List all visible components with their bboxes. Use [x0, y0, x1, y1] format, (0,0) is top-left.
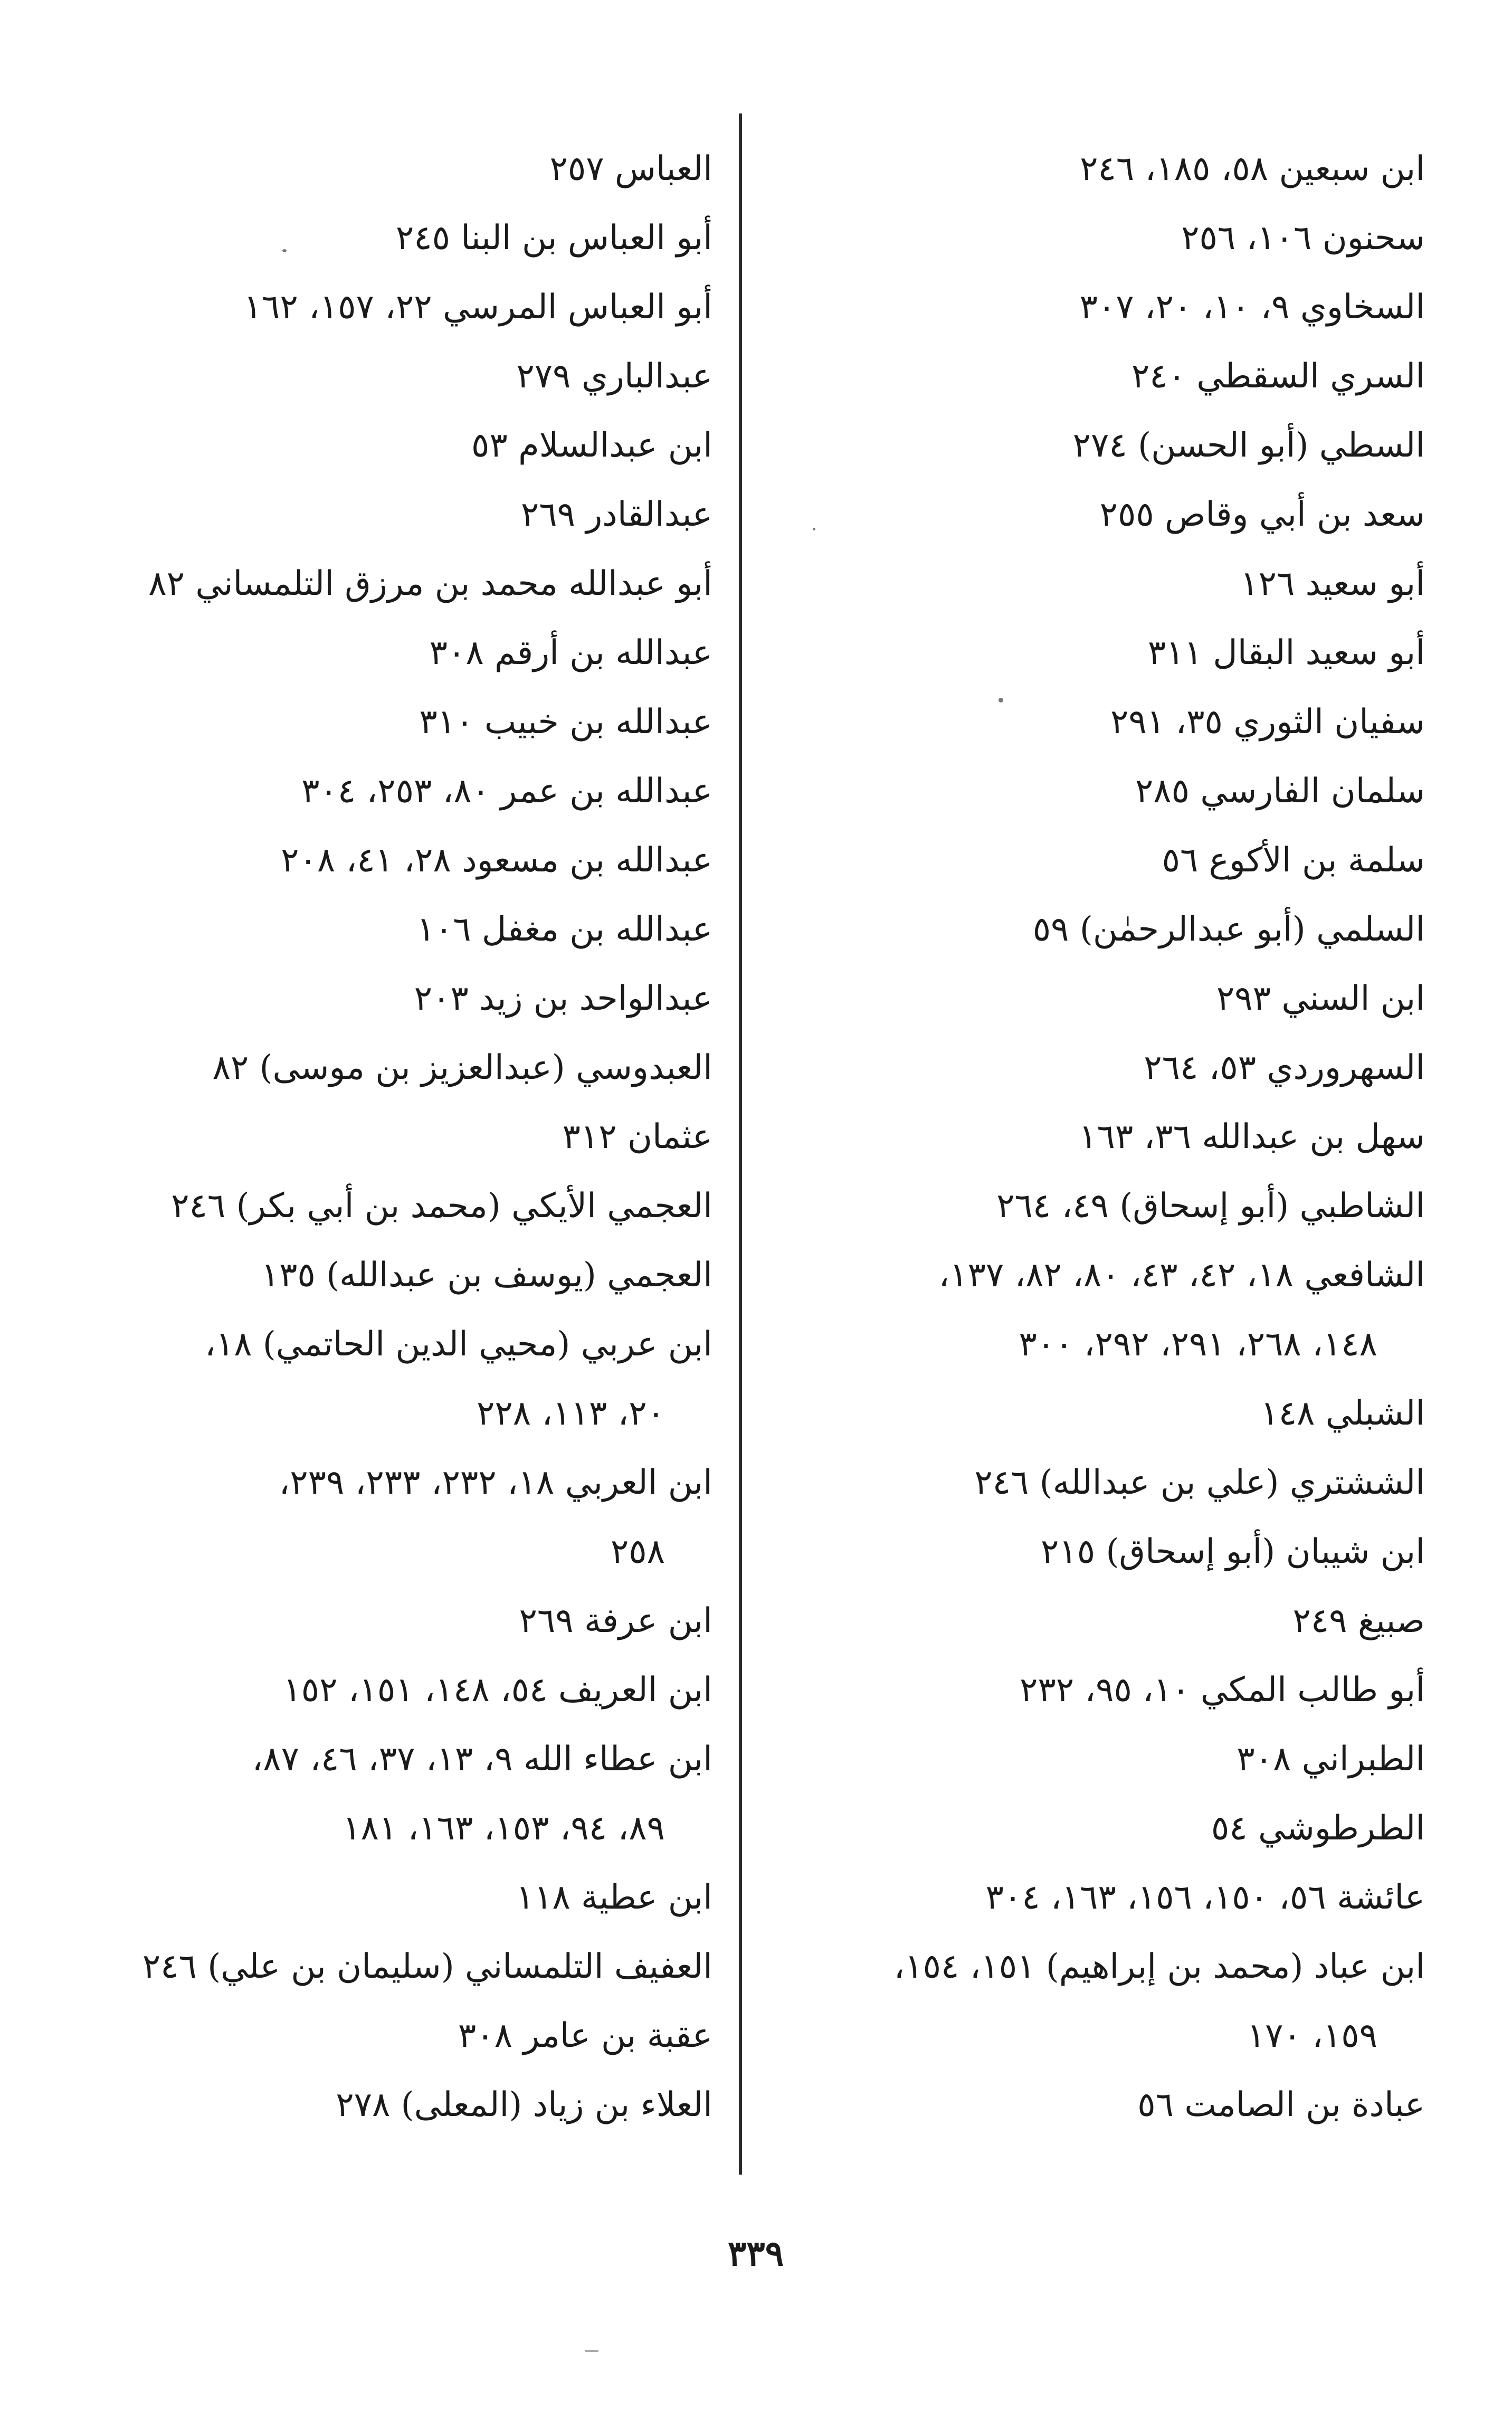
index-entry: السهروردي ٥٣، ٢٦٤: [1144, 1048, 1425, 1087]
index-entry: أبو العباس بن البنا ٢٤٥: [395, 219, 712, 258]
index-entry: ابن عطاء الله ٩، ١٣، ٣٧، ٤٦، ٨٧،: [252, 1740, 712, 1779]
index-entry: الشافعي ١٨، ٤٢، ٤٣، ٨٠، ٨٢، ١٣٧،: [938, 1256, 1425, 1295]
index-entry: السلمي (أبو عبدالرحمٰن) ٥٩: [1032, 910, 1425, 949]
index-entry: عبادة بن الصامت ٥٦: [1137, 2085, 1425, 2124]
index-entry: السطي (أبو الحسن) ٢٧٤: [1072, 426, 1425, 465]
index-entry: عبدالباري ٢٧٩: [516, 357, 712, 396]
index-column-right: [776, 135, 1425, 2140]
index-entry: سعد بن أبي وقاص ٢٥٥: [1099, 495, 1425, 534]
index-entry: ابن عطية ١١٨: [516, 1878, 712, 1917]
index-entry: السري السقطي ٢٤٠: [1131, 357, 1425, 396]
index-entry: أبو العباس المرسي ٢٢، ١٥٧، ١٦٢: [243, 288, 712, 327]
index-entry: ابن العريف ٥٤، ١٤٨، ١٥١، ١٥٢: [283, 1671, 712, 1710]
index-entry: سلمة بن الأكوع ٥٦: [1162, 841, 1425, 880]
index-entry: عبدالله بن مغفل ١٠٦: [416, 910, 712, 949]
index-entry: الششتري (علي بن عبدالله) ٢٤٦: [974, 1463, 1425, 1502]
index-entry: سهل بن عبدالله ٣٦، ١٦٣: [1079, 1117, 1425, 1156]
index-entry-continuation: ٢٠، ١١٣، ٢٢٨: [477, 1394, 665, 1433]
index-entry: العلاء بن زياد (المعلى) ٢٧٨: [336, 2085, 712, 2124]
index-entry: الطبراني ٣٠٨: [1237, 1740, 1425, 1779]
index-entry: العجمي (يوسف بن عبدالله) ١٣٥: [261, 1256, 712, 1295]
index-entry: عبدالقادر ٢٦٩: [520, 495, 712, 534]
index-entry: ابن عرفة ٢٦٩: [519, 1601, 712, 1640]
index-entry: عبدالله بن خبيب ٣١٠: [419, 703, 712, 742]
index-entry-continuation: ١٥٩، ١٧٠: [1247, 2016, 1377, 2055]
index-entry-continuation: ٢٥٨: [610, 1532, 665, 1571]
index-entry: صبيغ ٢٤٩: [1292, 1601, 1425, 1640]
index-entry: ابن العربي ١٨، ٢٣٢، ٢٣٣، ٢٣٩،: [279, 1463, 712, 1502]
index-entry: الطرطوشي ٥٤: [1211, 1809, 1425, 1848]
index-entry: أبو سعيد ١٢٦: [1240, 564, 1425, 603]
index-entry: العباس ٢٥٧: [549, 149, 712, 188]
scan-speck: [282, 249, 287, 252]
index-entry: ابن عربي (محيي الدين الحاتمي) ١٨،: [205, 1325, 712, 1364]
index-entry: أبو سعيد البقال ٣١١: [1147, 633, 1425, 672]
index-entry: سلمان الفارسي ٢٨٥: [1135, 772, 1425, 811]
index-entry: عبدالله بن أرقم ٣٠٨: [429, 633, 712, 672]
index-entry: العجمي الأيكي (محمد بن أبي بكر) ٢٤٦: [171, 1187, 712, 1226]
index-entry: الشاطبي (أبو إسحاق) ٤٩، ٢٦٤: [996, 1187, 1425, 1226]
index-entry: سفيان الثوري ٣٥، ٢٩١: [1110, 703, 1425, 742]
index-entry: العفيف التلمساني (سليمان بن علي) ٢٤٦: [142, 1947, 712, 1986]
index-entry: ابن سبعين ٥٨، ١٨٥، ٢٤٦: [1080, 149, 1425, 188]
index-entry: ابن السني ٢٩٣: [1216, 979, 1425, 1018]
index-entry: ابن شيبان (أبو إسحاق) ٢١٥: [1040, 1532, 1425, 1571]
index-entry: عبدالله بن مسعود ٢٨، ٤١، ٢٠٨: [281, 841, 712, 880]
index-entry: الشبلي ١٤٨: [1260, 1394, 1425, 1433]
index-entry: أبو طالب المكي ١٠، ٩٥، ٢٣٢: [1019, 1671, 1425, 1710]
index-entry: عبدالله بن عمر ٨٠، ٢٥٣، ٣٠٤: [301, 772, 712, 811]
index-entry: عبدالواحد بن زيد ٢٠٣: [414, 979, 712, 1018]
index-entry: العبدوسي (عبدالعزيز بن موسى) ٨٢: [212, 1048, 712, 1087]
index-entry: السخاوي ٩، ١٠، ٢٠، ٣٠٧: [1079, 288, 1425, 327]
index-entry: عثمان ٣١٢: [562, 1117, 712, 1156]
index-entry-continuation: ١٤٨، ٢٦٨، ٢٩١، ٢٩٢، ٣٠٠: [1019, 1325, 1377, 1364]
scan-speck: [813, 528, 815, 530]
index-entry: سحنون ١٠٦، ٢٥٦: [1181, 219, 1425, 258]
index-entry: عقبة بن عامر ٣٠٨: [458, 2016, 712, 2055]
index-entry: عائشة ٥٦، ١٥٠، ١٥٦، ١٦٣، ٣٠٤: [985, 1878, 1425, 1917]
scan-speck: [999, 698, 1003, 703]
index-entry: ابن عباد (محمد بن إبراهيم) ١٥١، ١٥٤،: [893, 1947, 1425, 1986]
column-divider: [739, 113, 742, 2175]
page-number: ٣٣٩: [727, 2233, 784, 2274]
index-entry: أبو عبدالله محمد بن مرزق التلمساني ٨٢: [148, 564, 712, 603]
index-column-left: [79, 135, 712, 2140]
index-entry-continuation: ٨٩، ٩٤، ١٥٣، ١٦٣، ١٨١: [343, 1809, 665, 1848]
scan-speck: [585, 2350, 598, 2352]
index-entry: ابن عبدالسلام ٥٣: [471, 426, 712, 465]
